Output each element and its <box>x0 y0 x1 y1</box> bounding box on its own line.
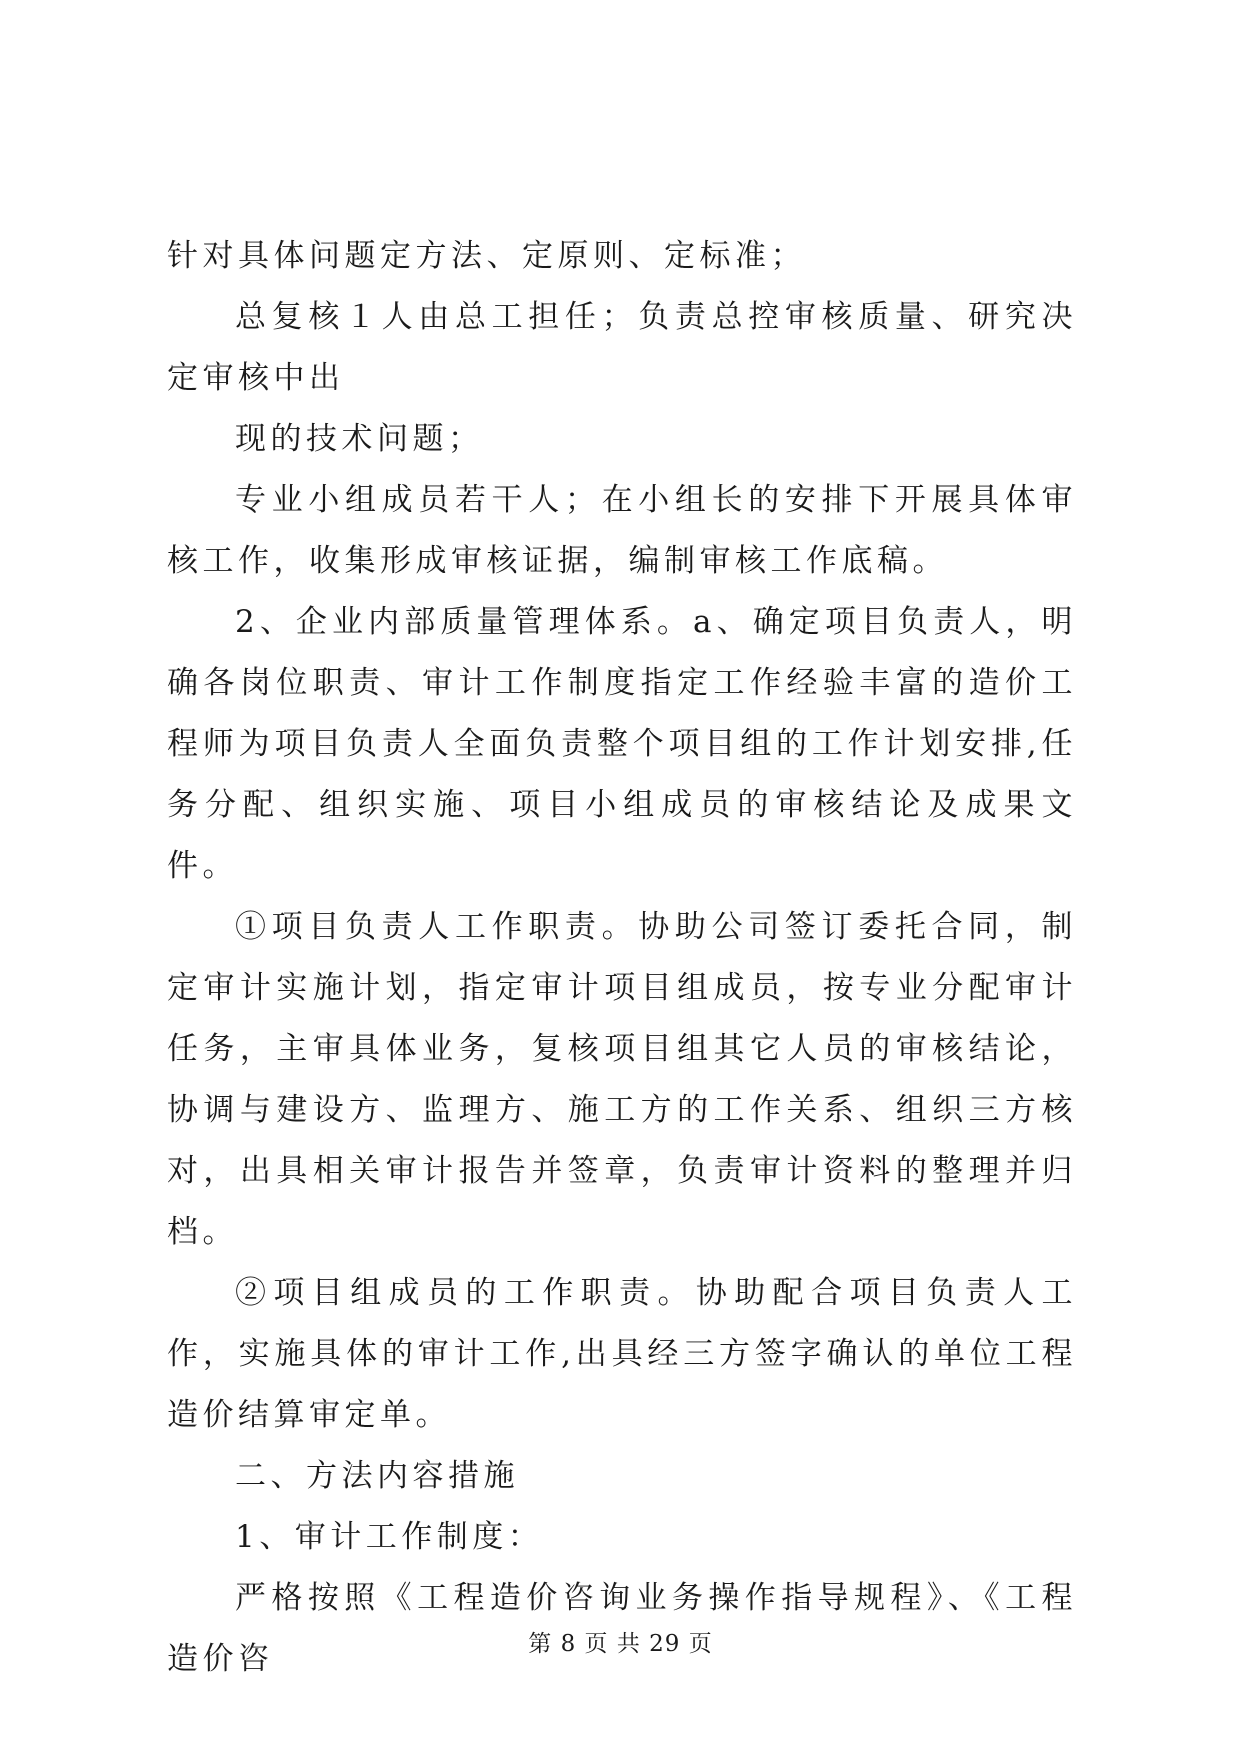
paragraph-4: 专业小组成员若干人；在小组长的安排下开展具体审核工作，收集形成审核证据，编制审核工作底稿。 <box>167 482 1077 579</box>
subsection-heading: 1、审计工作制度： <box>235 1519 544 1555</box>
paragraph-7: ②项目组成员的工作职责。协助配合项目负责人工作，实施具体的审计工作,出具经三方签字确认的单位工程造价结算审定单。 <box>167 1275 1077 1433</box>
paragraph-1: 针对具体问题定方法、定原则、定标准； <box>167 238 806 274</box>
paragraph-5: 2、企业内部质量管理体系。a、确定项目负责人，明确各岗位职责、审计工作制度指定工作经验丰富的造价工程师为项目负责人全面负责整个项目组的工作计划安排,任务分配、组织实施、项目小组成员的审核结论及成果文件。 <box>167 604 1077 884</box>
paragraph-3: 现的技术问题； <box>235 421 484 457</box>
paragraph-10: 严格按照《工程造价咨询业务操作指导规程》、《工程造价咨 <box>167 1580 1077 1677</box>
paragraph-6: ①项目负责人工作职责。协助公司签订委托合同，制定审计实施计划，指定审计项目组成员，按专业分配审计任务，主审具体业务，复核项目组其它人员的审核结论，协调与建设方、监理方、施工方的工作关系、组织三方核对，出具相关审计报告并签章，负责审计资料的整理并归档。 <box>167 909 1077 1250</box>
page-number-footer: 第 8 页 共 29 页 <box>528 1631 713 1657</box>
paragraph-2: 总复核１人由总工担任；负责总控审核质量、研究决定审核中出 <box>167 299 1077 396</box>
section-heading: 二、方法内容措施 <box>235 1458 519 1494</box>
document-body <box>167 226 1077 1690</box>
